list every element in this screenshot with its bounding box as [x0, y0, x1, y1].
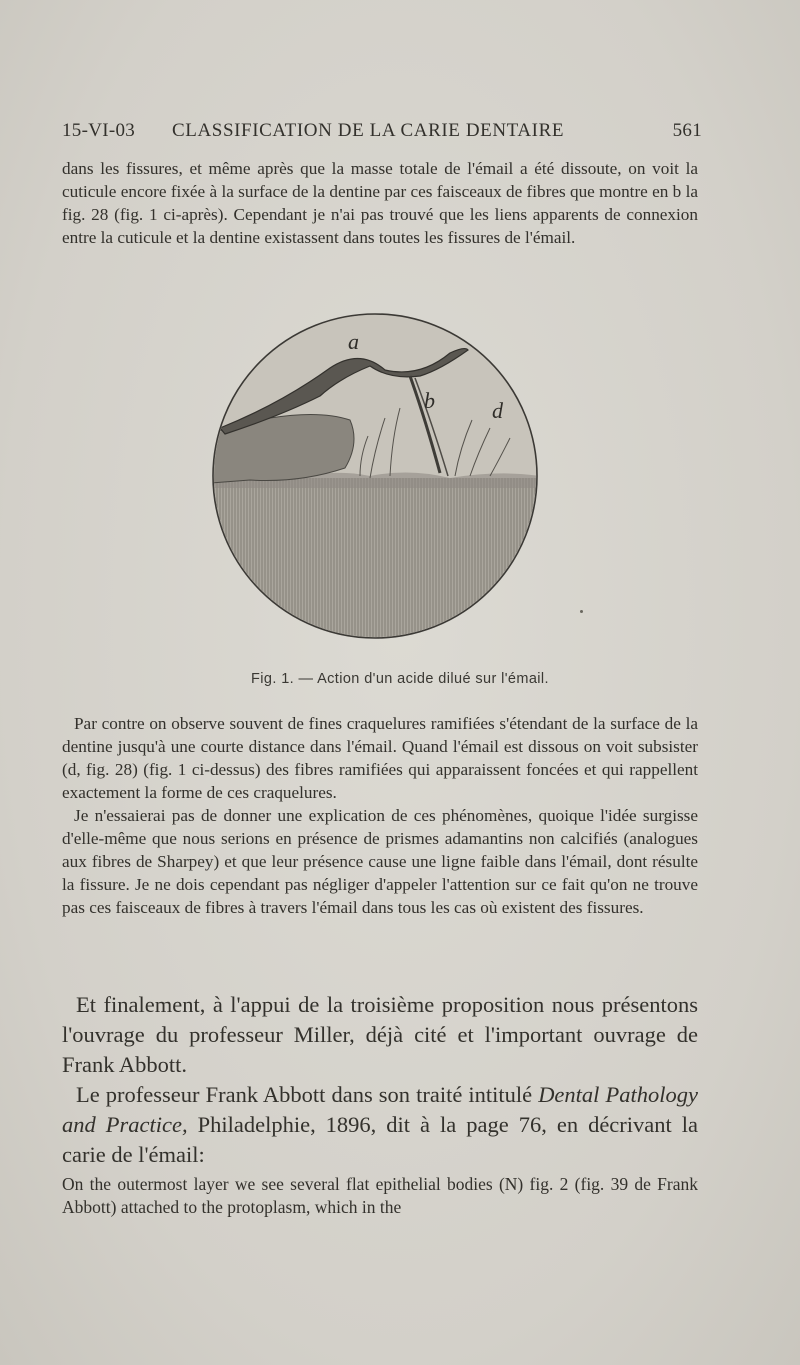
chapter-title: CLASSIFICATION DE LA CARIE DENTAIRE [172, 120, 565, 141]
date-code: 15-VI-03 [62, 120, 136, 141]
running-head [62, 120, 702, 148]
figure-caption: Fig. 1. — Action d'un acide dilué sur l'émail. [251, 671, 549, 687]
middle-paragraphs [62, 712, 698, 919]
page-number: 561 [672, 120, 702, 141]
book-title-italic: Dental Pathology and Practice, [62, 1082, 698, 1137]
paragraph-abbott [62, 1080, 698, 1170]
paragraph-craquelures: Par contre on observe souvent de fines craquelures ramifiées s'étendant de la surface de la dentine jusqu'à une courte distance dans l'émail. Quand l'émail est dissous on voit subsister (d, fig. 28) (fig. 1 ci-dessus) des fibres ramifiées qui apparaissent foncées et qui rappellent exactement la forme de ces craquelures. [62, 714, 698, 802]
paragraph-finalement: Et finalement, à l'appui de la troisième proposition nous présentons l'ouvrage du professeur Miller, déjà cité et l'important ouvrage de Frank Abbott. [62, 992, 698, 1077]
abbott-text-after: Philadelphie, 1896, dit à la page 76, en décrivant la carie de l'émail: [62, 1112, 699, 1167]
speck [580, 610, 583, 613]
figure-label-d: d [492, 398, 503, 423]
large-type-block [62, 990, 698, 1170]
figure-label-b: b [424, 388, 435, 413]
figure-label-a: a [348, 329, 359, 354]
microscope-illustration [210, 308, 540, 643]
abbott-text-before: Le professeur Frank Abbott dans son traité intitulé [76, 1082, 539, 1107]
top-paragraph-block [62, 157, 698, 249]
paragraph-explication: Je n'essaierai pas de donner une explication de ces phénomènes, quoique l'idée surgisse d'elle-même que nous serions en présence de prismes adamantins non calcifiés (analogues aux fibres de Sharpey) et que leur présence cause une ligne faible dans l'émail, dont résulte la fissure. Je ne dois cependant pas négliger d'appeler l'attention sur ce fait qu'on ne trouve pas ces faisceaux de fibres à travers l'émail dans tous les cas où existent des fissures. [62, 806, 698, 917]
top-paragraph: dans les fissures, et même après que la masse totale de l'émail a été dissoute, on voit la cuticule encore fixée à la surface de la dentine par ces faisceaux de fibres que montre en b la fig. 28 (fig. 1 ci-après). Cependant je n'ai pas trouvé que les liens apparents de connexion entre la cuticule et la dentine existassent dans toutes les fissures de l'émail. [62, 159, 698, 247]
english-quote-block [62, 1173, 698, 1219]
english-quote: On the outermost layer we see several flat epithelial bodies (N) fig. 2 (fig. 39 de Frank Abbott) attached to the protoplasm, which in the [62, 1174, 698, 1217]
